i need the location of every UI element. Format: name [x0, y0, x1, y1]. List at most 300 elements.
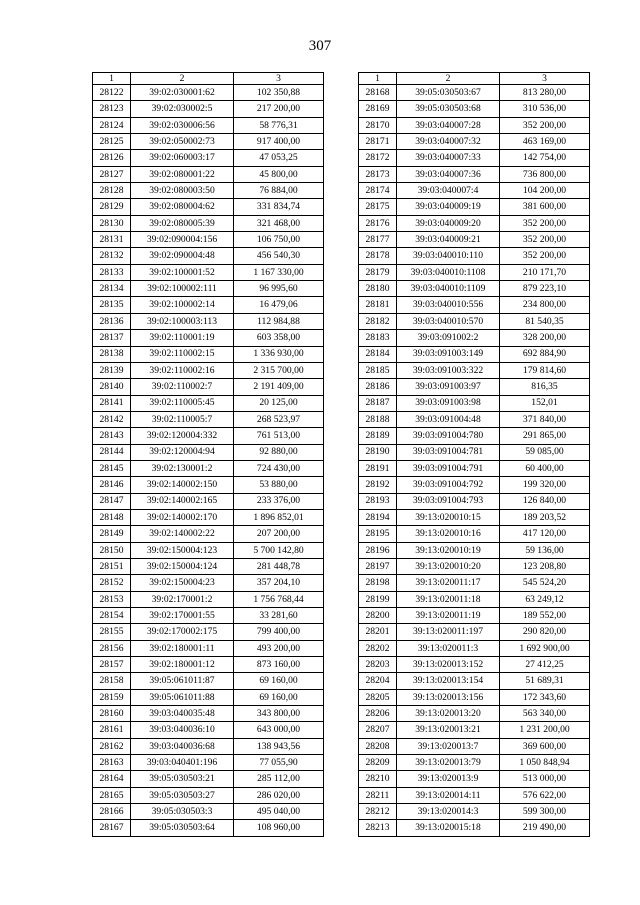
table-row: [359, 395, 590, 411]
cadastral-number-cell: 39:02:100002:14: [131, 297, 234, 313]
value-cell: 417 120,00: [500, 526, 590, 542]
row-number-cell: 28212: [359, 804, 397, 820]
cadastral-number-cell: 39:13:020011:19: [397, 608, 500, 624]
table-row: [359, 411, 590, 427]
table-row: [359, 297, 590, 313]
table-row: [359, 166, 590, 182]
table-row: [359, 150, 590, 166]
table-row: [93, 117, 324, 133]
row-number-cell: 28176: [359, 215, 397, 231]
row-number-cell: 28199: [359, 591, 397, 607]
row-number-cell: 28138: [93, 346, 131, 362]
cadastral-number-cell: 39:05:030503:27: [131, 787, 234, 803]
value-cell: 81 540,35: [500, 313, 590, 329]
value-cell: 5 700 142,80: [234, 542, 324, 558]
cadastral-number-cell: 39:02:110002:15: [131, 346, 234, 362]
row-number-cell: 28130: [93, 215, 131, 231]
row-number-cell: 28144: [93, 444, 131, 460]
table-row: [93, 166, 324, 182]
cadastral-number-cell: 39:13:020015:18: [397, 820, 500, 836]
cadastral-number-cell: 39:02:030001:62: [131, 85, 234, 101]
value-cell: 152,01: [500, 395, 590, 411]
table-row: [359, 591, 590, 607]
table-row: [359, 199, 590, 215]
header-cell-column-2: 2: [131, 73, 234, 85]
value-cell: 321 468,00: [234, 215, 324, 231]
table-row: [93, 248, 324, 264]
header-row: [359, 73, 590, 85]
cadastral-number-cell: 39:13:020013:9: [397, 771, 500, 787]
row-number-cell: 28143: [93, 428, 131, 444]
row-number-cell: 28166: [93, 804, 131, 820]
right-register-table: [358, 72, 590, 837]
cadastral-number-cell: 39:02:170001:55: [131, 608, 234, 624]
cadastral-number-cell: 39:02:150004:124: [131, 558, 234, 574]
value-cell: 724 430,00: [234, 460, 324, 476]
cadastral-number-cell: 39:03:040009:19: [397, 199, 500, 215]
value-cell: 513 000,00: [500, 771, 590, 787]
table-row: [359, 755, 590, 771]
value-cell: 60 400,00: [500, 460, 590, 476]
table-row: [359, 460, 590, 476]
table-row: [93, 738, 324, 754]
value-cell: 2 315 700,00: [234, 362, 324, 378]
table-row: [93, 575, 324, 591]
cadastral-number-cell: 39:03:091003:149: [397, 346, 500, 362]
row-number-cell: 28171: [359, 134, 397, 150]
row-number-cell: 28142: [93, 411, 131, 427]
value-cell: 126 840,00: [500, 493, 590, 509]
table-row: [359, 722, 590, 738]
row-number-cell: 28145: [93, 460, 131, 476]
value-cell: 217 200,00: [234, 101, 324, 117]
value-cell: 172 343,60: [500, 689, 590, 705]
row-number-cell: 28155: [93, 624, 131, 640]
cadastral-number-cell: 39:02:080004:62: [131, 199, 234, 215]
value-cell: 210 171,70: [500, 264, 590, 280]
row-number-cell: 28198: [359, 575, 397, 591]
cadastral-number-cell: 39:13:020011:17: [397, 575, 500, 591]
cadastral-number-cell: 39:02:090004:48: [131, 248, 234, 264]
cadastral-number-cell: 39:02:110002:7: [131, 379, 234, 395]
row-number-cell: 28160: [93, 706, 131, 722]
table-body: [93, 85, 324, 837]
value-cell: 69 160,00: [234, 673, 324, 689]
table-row: [93, 689, 324, 705]
value-cell: 352 200,00: [500, 232, 590, 248]
table-row: [359, 477, 590, 493]
cadastral-number-cell: 39:05:061011:88: [131, 689, 234, 705]
cadastral-number-cell: 39:03:091004:791: [397, 460, 500, 476]
row-number-cell: 28136: [93, 313, 131, 329]
value-cell: 189 552,00: [500, 608, 590, 624]
row-number-cell: 28190: [359, 444, 397, 460]
value-cell: 179 814,60: [500, 362, 590, 378]
value-cell: 1 756 768,44: [234, 591, 324, 607]
table-row: [359, 117, 590, 133]
table-row: [93, 379, 324, 395]
cadastral-number-cell: 39:02:110005:7: [131, 411, 234, 427]
value-cell: 495 040,00: [234, 804, 324, 820]
row-number-cell: 28205: [359, 689, 397, 705]
value-cell: 33 281,60: [234, 608, 324, 624]
table-row: [359, 509, 590, 525]
cadastral-number-cell: 39:03:091004:793: [397, 493, 500, 509]
table-row: [359, 689, 590, 705]
value-cell: 92 880,00: [234, 444, 324, 460]
table-row: [93, 101, 324, 117]
table-row: [359, 330, 590, 346]
cadastral-number-cell: 39:02:050002:73: [131, 134, 234, 150]
table-row: [93, 264, 324, 280]
cadastral-number-cell: 39:03:040010:110: [397, 248, 500, 264]
cadastral-number-cell: 39:13:020013:152: [397, 657, 500, 673]
row-number-cell: 28153: [93, 591, 131, 607]
value-cell: 2 191 409,00: [234, 379, 324, 395]
table-row: [359, 771, 590, 787]
row-number-cell: 28191: [359, 460, 397, 476]
value-cell: 142 754,00: [500, 150, 590, 166]
value-cell: 16 479,06: [234, 297, 324, 313]
table-row: [93, 558, 324, 574]
cadastral-number-cell: 39:02:080003:50: [131, 183, 234, 199]
table-row: [359, 657, 590, 673]
cadastral-number-cell: 39:05:030503:67: [397, 85, 500, 101]
cadastral-number-cell: 39:03:091003:322: [397, 362, 500, 378]
value-cell: 189 203,52: [500, 509, 590, 525]
cadastral-number-cell: 39:02:130001:2: [131, 460, 234, 476]
cadastral-number-cell: 39:03:040007:4: [397, 183, 500, 199]
value-cell: 286 020,00: [234, 787, 324, 803]
row-number-cell: 28146: [93, 477, 131, 493]
value-cell: 1 692 900,00: [500, 640, 590, 656]
cadastral-number-cell: 39:02:030002:5: [131, 101, 234, 117]
cadastral-number-cell: 39:02:170001:2: [131, 591, 234, 607]
table-row: [93, 313, 324, 329]
table-row: [93, 85, 324, 101]
row-number-cell: 28183: [359, 330, 397, 346]
row-number-cell: 28202: [359, 640, 397, 656]
value-cell: 816,35: [500, 379, 590, 395]
row-number-cell: 28195: [359, 526, 397, 542]
cadastral-number-cell: 39:02:110005:45: [131, 395, 234, 411]
row-number-cell: 28200: [359, 608, 397, 624]
value-cell: 369 600,00: [500, 738, 590, 754]
table-row: [93, 330, 324, 346]
cadastral-number-cell: 39:02:120004:94: [131, 444, 234, 460]
cadastral-number-cell: 39:13:020014:11: [397, 787, 500, 803]
table-row: [93, 232, 324, 248]
value-cell: 76 884,00: [234, 183, 324, 199]
row-number-cell: 28124: [93, 117, 131, 133]
cadastral-number-cell: 39:03:040036:10: [131, 722, 234, 738]
cadastral-number-cell: 39:02:110002:16: [131, 362, 234, 378]
row-number-cell: 28139: [93, 362, 131, 378]
table-row: [93, 477, 324, 493]
cadastral-number-cell: 39:05:030503:68: [397, 101, 500, 117]
value-cell: 102 350,88: [234, 85, 324, 101]
row-number-cell: 28128: [93, 183, 131, 199]
table-row: [93, 395, 324, 411]
cadastral-number-cell: 39:03:091004:48: [397, 411, 500, 427]
value-cell: 381 600,00: [500, 199, 590, 215]
cadastral-number-cell: 39:02:150004:123: [131, 542, 234, 558]
table-row: [359, 526, 590, 542]
value-cell: 96 995,60: [234, 281, 324, 297]
row-number-cell: 28179: [359, 264, 397, 280]
table-row: [359, 820, 590, 836]
row-number-cell: 28173: [359, 166, 397, 182]
table-row: [359, 787, 590, 803]
table-row: [93, 460, 324, 476]
cadastral-number-cell: 39:02:090004:156: [131, 232, 234, 248]
cadastral-number-cell: 39:03:040007:36: [397, 166, 500, 182]
row-number-cell: 28197: [359, 558, 397, 574]
value-cell: 576 622,00: [500, 787, 590, 803]
row-number-cell: 28137: [93, 330, 131, 346]
page-number: 307: [308, 38, 332, 54]
cadastral-number-cell: 39:03:040010:1109: [397, 281, 500, 297]
row-number-cell: 28207: [359, 722, 397, 738]
table-row: [359, 558, 590, 574]
value-cell: 879 223,10: [500, 281, 590, 297]
row-number-cell: 28204: [359, 673, 397, 689]
value-cell: 219 490,00: [500, 820, 590, 836]
table-row: [93, 509, 324, 525]
value-cell: 761 513,00: [234, 428, 324, 444]
row-number-cell: 28131: [93, 232, 131, 248]
table-row: [93, 722, 324, 738]
table-row: [93, 706, 324, 722]
row-number-cell: 28174: [359, 183, 397, 199]
row-number-cell: 28149: [93, 526, 131, 542]
value-cell: 1 167 330,00: [234, 264, 324, 280]
cadastral-number-cell: 39:03:040036:68: [131, 738, 234, 754]
value-cell: 47 053,25: [234, 150, 324, 166]
value-cell: 58 776,31: [234, 117, 324, 133]
table-row: [359, 264, 590, 280]
row-number-cell: 28213: [359, 820, 397, 836]
cadastral-number-cell: 39:03:091004:781: [397, 444, 500, 460]
table-row: [93, 215, 324, 231]
row-number-cell: 28196: [359, 542, 397, 558]
table-row: [359, 248, 590, 264]
cadastral-number-cell: 39:03:040007:28: [397, 117, 500, 133]
row-number-cell: 28156: [93, 640, 131, 656]
cadastral-number-cell: 39:13:020010:16: [397, 526, 500, 542]
value-cell: 328 200,00: [500, 330, 590, 346]
cadastral-number-cell: 39:02:100001:52: [131, 264, 234, 280]
cadastral-number-cell: 39:13:020013:7: [397, 738, 500, 754]
cadastral-number-cell: 39:02:120004:332: [131, 428, 234, 444]
table-row: [359, 85, 590, 101]
cadastral-number-cell: 39:13:020011:18: [397, 591, 500, 607]
table-row: [93, 755, 324, 771]
table-row: [93, 411, 324, 427]
cadastral-number-cell: 39:03:091003:98: [397, 395, 500, 411]
table-row: [359, 379, 590, 395]
cadastral-number-cell: 39:02:140002:150: [131, 477, 234, 493]
cadastral-number-cell: 39:05:030503:3: [131, 804, 234, 820]
value-cell: 59 085,00: [500, 444, 590, 460]
table-row: [93, 673, 324, 689]
table-row: [93, 199, 324, 215]
table-header: [93, 73, 324, 85]
row-number-cell: 28132: [93, 248, 131, 264]
cadastral-number-cell: 39:13:020010:15: [397, 509, 500, 525]
cadastral-number-cell: 39:03:091002:2: [397, 330, 500, 346]
value-cell: 917 400,00: [234, 134, 324, 150]
table-row: [359, 542, 590, 558]
value-cell: 199 320,00: [500, 477, 590, 493]
table-row: [93, 444, 324, 460]
value-cell: 106 750,00: [234, 232, 324, 248]
cadastral-number-cell: 39:02:060003:17: [131, 150, 234, 166]
table-row: [93, 542, 324, 558]
cadastral-number-cell: 39:02:180001:11: [131, 640, 234, 656]
value-cell: 290 820,00: [500, 624, 590, 640]
row-number-cell: 28188: [359, 411, 397, 427]
cadastral-number-cell: 39:02:170002:175: [131, 624, 234, 640]
cadastral-number-cell: 39:02:140002:170: [131, 509, 234, 525]
table-header: [359, 73, 590, 85]
value-cell: 45 800,00: [234, 166, 324, 182]
value-cell: 77 055,90: [234, 755, 324, 771]
header-row: [93, 73, 324, 85]
cadastral-number-cell: 39:05:030503:64: [131, 820, 234, 836]
row-number-cell: 28175: [359, 199, 397, 215]
cadastral-number-cell: 39:02:100002:111: [131, 281, 234, 297]
table-row: [359, 608, 590, 624]
row-number-cell: 28126: [93, 150, 131, 166]
table-row: [359, 706, 590, 722]
cadastral-number-cell: 39:02:150004:23: [131, 575, 234, 591]
table-row: [359, 575, 590, 591]
row-number-cell: 28161: [93, 722, 131, 738]
cadastral-number-cell: 39:03:040010:556: [397, 297, 500, 313]
value-cell: 104 200,00: [500, 183, 590, 199]
value-cell: 456 540,30: [234, 248, 324, 264]
table-row: [93, 771, 324, 787]
value-cell: 59 136,00: [500, 542, 590, 558]
value-cell: 352 200,00: [500, 117, 590, 133]
row-number-cell: 28201: [359, 624, 397, 640]
table-row: [93, 346, 324, 362]
table-row: [359, 215, 590, 231]
value-cell: 207 200,00: [234, 526, 324, 542]
row-number-cell: 28147: [93, 493, 131, 509]
cadastral-number-cell: 39:05:061011:87: [131, 673, 234, 689]
row-number-cell: 28187: [359, 395, 397, 411]
value-cell: 20 125,00: [234, 395, 324, 411]
row-number-cell: 28133: [93, 264, 131, 280]
value-cell: 27 412,25: [500, 657, 590, 673]
row-number-cell: 28186: [359, 379, 397, 395]
row-number-cell: 28159: [93, 689, 131, 705]
table-row: [93, 428, 324, 444]
value-cell: 310 536,00: [500, 101, 590, 117]
cadastral-number-cell: 39:13:020014:3: [397, 804, 500, 820]
cadastral-number-cell: 39:03:040007:32: [397, 134, 500, 150]
table-row: [359, 428, 590, 444]
row-number-cell: 28162: [93, 738, 131, 754]
table-row: [93, 281, 324, 297]
row-number-cell: 28194: [359, 509, 397, 525]
cadastral-number-cell: 39:13:020013:21: [397, 722, 500, 738]
table-row: [359, 362, 590, 378]
cadastral-number-cell: 39:02:030006:56: [131, 117, 234, 133]
row-number-cell: 28181: [359, 297, 397, 313]
cadastral-number-cell: 39:03:040009:20: [397, 215, 500, 231]
row-number-cell: 28127: [93, 166, 131, 182]
header-cell-column-2: 2: [397, 73, 500, 85]
row-number-cell: 28134: [93, 281, 131, 297]
table-row: [93, 787, 324, 803]
value-cell: 463 169,00: [500, 134, 590, 150]
table-row: [93, 362, 324, 378]
value-cell: 813 280,00: [500, 85, 590, 101]
table-row: [359, 183, 590, 199]
cadastral-number-cell: 39:03:091003:97: [397, 379, 500, 395]
value-cell: 291 865,00: [500, 428, 590, 444]
value-cell: 692 884,90: [500, 346, 590, 362]
row-number-cell: 28210: [359, 771, 397, 787]
row-number-cell: 28184: [359, 346, 397, 362]
table-row: [359, 281, 590, 297]
table-row: [93, 493, 324, 509]
table-row: [359, 624, 590, 640]
value-cell: 285 112,00: [234, 771, 324, 787]
row-number-cell: 28167: [93, 820, 131, 836]
value-cell: 493 200,00: [234, 640, 324, 656]
row-number-cell: 28182: [359, 313, 397, 329]
row-number-cell: 28211: [359, 787, 397, 803]
value-cell: 643 000,00: [234, 722, 324, 738]
table-row: [93, 591, 324, 607]
cadastral-number-cell: 39:03:040007:33: [397, 150, 500, 166]
value-cell: 123 208,80: [500, 558, 590, 574]
header-cell-column-1: 1: [359, 73, 397, 85]
value-cell: 352 200,00: [500, 215, 590, 231]
row-number-cell: 28154: [93, 608, 131, 624]
cadastral-number-cell: 39:13:020011:3: [397, 640, 500, 656]
row-number-cell: 28163: [93, 755, 131, 771]
row-number-cell: 28170: [359, 117, 397, 133]
cadastral-number-cell: 39:13:020010:20: [397, 558, 500, 574]
value-cell: 343 800,00: [234, 706, 324, 722]
cadastral-number-cell: 39:03:091004:780: [397, 428, 500, 444]
table-row: [93, 640, 324, 656]
value-cell: 352 200,00: [500, 248, 590, 264]
table-row: [359, 134, 590, 150]
cadastral-number-cell: 39:05:030503:21: [131, 771, 234, 787]
table-row: [359, 640, 590, 656]
table-row: [359, 804, 590, 820]
value-cell: 112 984,88: [234, 313, 324, 329]
value-cell: 1 896 852,01: [234, 509, 324, 525]
cadastral-number-cell: 39:02:100003:113: [131, 313, 234, 329]
value-cell: 1 050 848,94: [500, 755, 590, 771]
value-cell: 599 300,00: [500, 804, 590, 820]
cadastral-number-cell: 39:02:080005:39: [131, 215, 234, 231]
value-cell: 63 249,12: [500, 591, 590, 607]
value-cell: 799 400,00: [234, 624, 324, 640]
table-row: [93, 804, 324, 820]
table-row: [359, 673, 590, 689]
row-number-cell: 28157: [93, 657, 131, 673]
value-cell: 371 840,00: [500, 411, 590, 427]
row-number-cell: 28165: [93, 787, 131, 803]
